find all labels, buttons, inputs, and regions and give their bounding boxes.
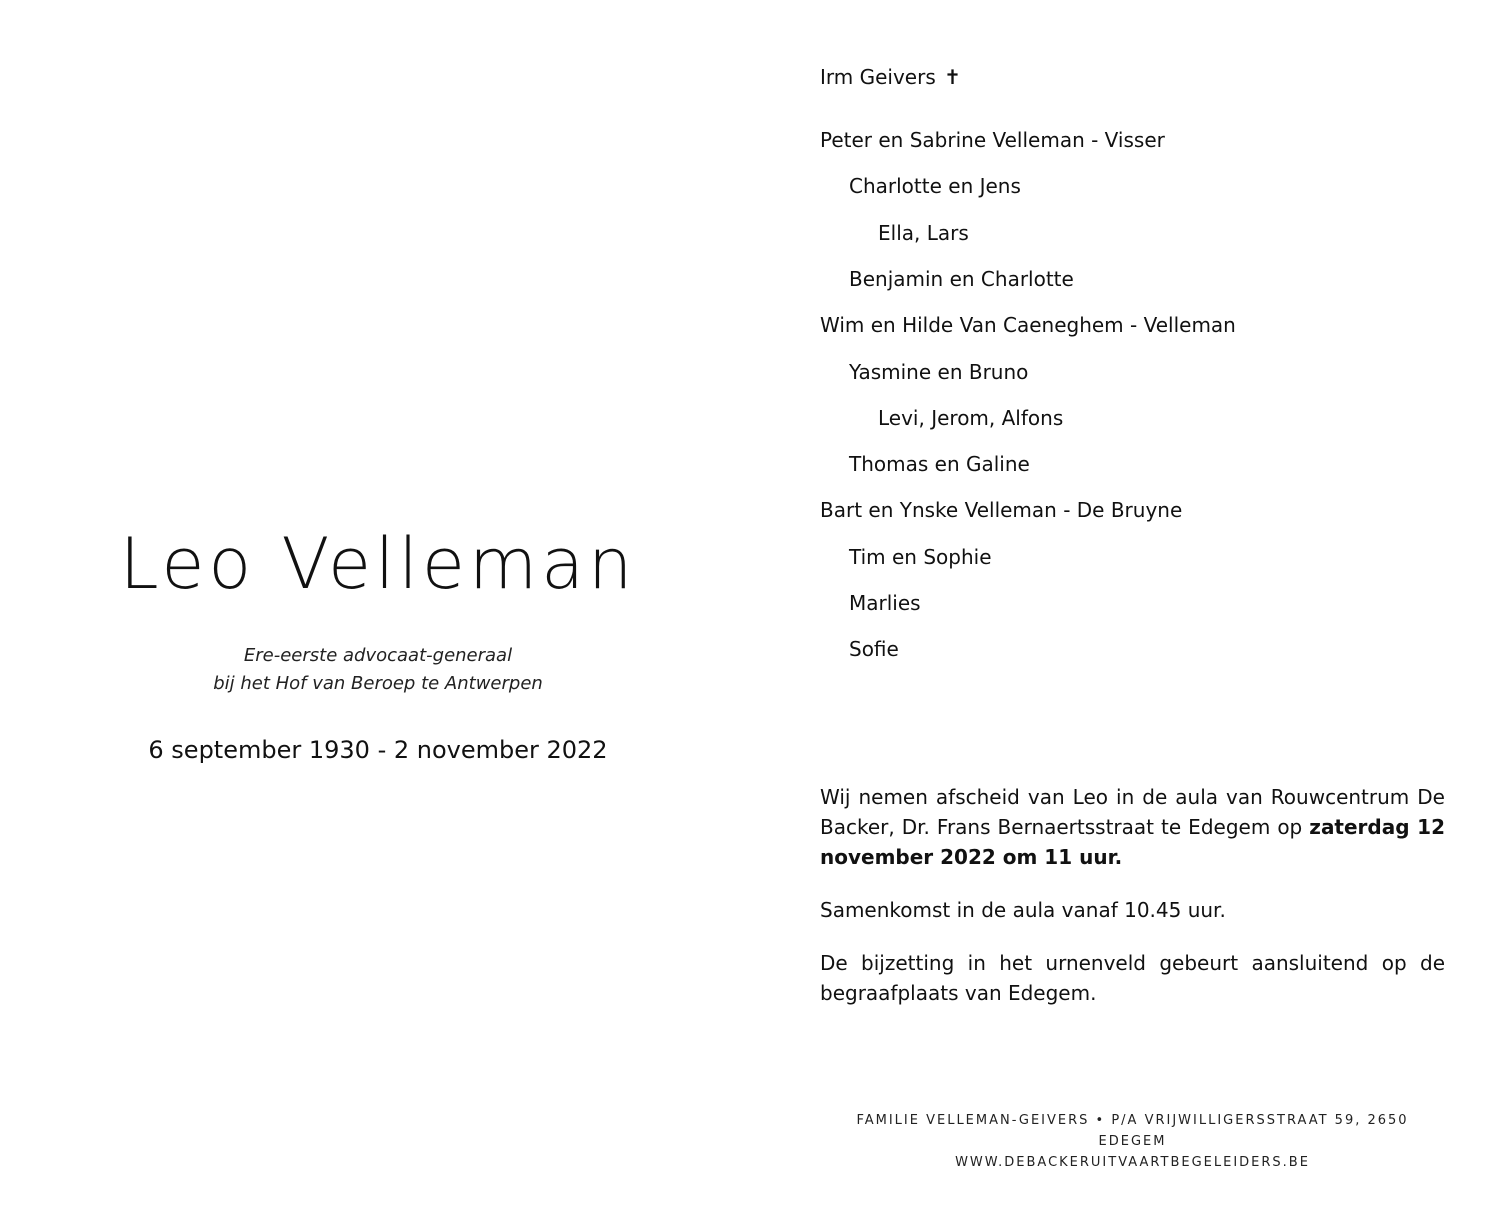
family-member-line: Sofie <box>849 637 899 662</box>
family-member-line: Ella, Lars <box>878 220 969 245</box>
footer <box>820 1110 1445 1173</box>
farewell-text: Wij nemen afscheid van Leo in de aula van Rouwcentrum De Backer, Dr. Frans Bernaertsstraat te Edegem op <box>820 785 1445 839</box>
cross-icon: ✝ <box>944 65 961 89</box>
family-member-line: Levi, Jerom, Alfons <box>878 405 1064 430</box>
family-member-line: Charlotte en Jens <box>849 174 1021 199</box>
family-member-line: Benjamin en Charlotte <box>849 266 1074 291</box>
announcement <box>820 782 1445 1031</box>
family-member-line: Yasmine en Bruno <box>849 359 1029 384</box>
family-member-line: Tim en Sophie <box>849 544 992 569</box>
spouse-name: Irm Geivers <box>820 65 936 89</box>
farewell-date: zaterdag 12 november 2022 om 11 uur. <box>820 815 1446 869</box>
burial-paragraph: De bijzetting in het urnenveld gebeurt aansluitend op de begraafplaats van Edegem. <box>820 951 1445 1005</box>
family-member-line: Peter en Sabrine Velleman - Visser <box>820 128 1165 152</box>
family-member-line: Wim en Hilde Van Caeneghem - Velleman <box>820 313 1236 338</box>
family-member-line: Marlies <box>849 591 921 615</box>
deceased-title-line-2: bij het Hof van Beroep te Antwerpen <box>213 673 543 694</box>
life-dates: 6 september 1930 - 2 november 2022 <box>148 736 608 764</box>
farewell-paragraph <box>820 782 1445 872</box>
footer-address: FAMILIE VELLEMAN-GEIVERS • P/A VRIJWILLIGERSSTRAAT 59, 2650 EDEGEM <box>856 1113 1409 1149</box>
family-member-line: Thomas en Galine <box>849 452 1030 477</box>
footer-website: WWW.DEBACKERUITVAARTBEGELEIDERS.BE <box>955 1155 1310 1170</box>
deceased-title <box>0 642 756 698</box>
deceased-name: Leo Velleman <box>119 523 637 605</box>
deceased-title-line-1: Ere-eerste advocaat-generaal <box>243 645 513 666</box>
family-member-line: Bart en Ynske Velleman - De Bruyne <box>820 498 1183 523</box>
spouse-line <box>820 62 961 92</box>
gathering-paragraph: Samenkomst in de aula vanaf 10.45 uur. <box>820 898 1226 922</box>
